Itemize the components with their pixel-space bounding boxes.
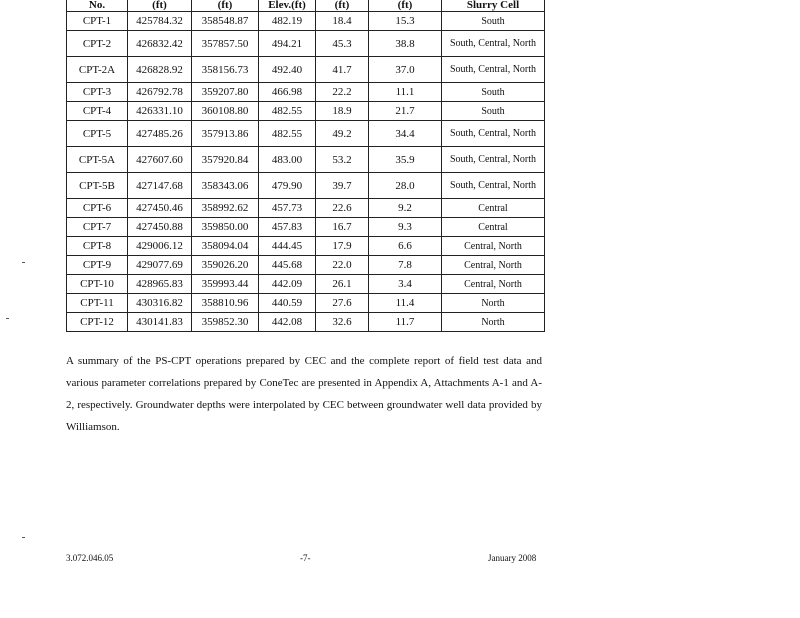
elevation-cell: 479.90 (259, 173, 316, 199)
header-groundwater: (ft) (369, 0, 442, 12)
slurry-cell-cell: South, Central, North (442, 57, 545, 83)
table-row (67, 83, 545, 102)
depth-cell: 18.9 (316, 102, 369, 121)
groundwater-cell: 7.8 (369, 256, 442, 275)
easting-cell: 358094.04 (192, 237, 259, 256)
groundwater-cell: 9.3 (369, 218, 442, 237)
northing-cell: 425784.32 (128, 12, 192, 31)
groundwater-cell: 11.4 (369, 294, 442, 313)
cpt-id-cell: CPT-3 (67, 83, 128, 102)
slurry-cell-cell: South (442, 83, 545, 102)
cpt-id-cell: CPT-1 (67, 12, 128, 31)
slurry-cell-cell: Central, North (442, 237, 545, 256)
table-row (67, 294, 545, 313)
cpt-id-cell: CPT-11 (67, 294, 128, 313)
depth-cell: 22.0 (316, 256, 369, 275)
table-row (67, 12, 545, 31)
elevation-cell: 457.83 (259, 218, 316, 237)
depth-cell: 26.1 (316, 275, 369, 294)
northing-cell: 429077.69 (128, 256, 192, 275)
easting-cell: 359993.44 (192, 275, 259, 294)
scan-speck (22, 262, 25, 263)
header-northing: (ft) (128, 0, 192, 12)
cpt-id-cell: CPT-2A (67, 57, 128, 83)
elevation-cell: 494.21 (259, 31, 316, 57)
northing-cell: 430141.83 (128, 313, 192, 332)
slurry-cell-cell: South, Central, North (442, 173, 545, 199)
cpt-id-cell: CPT-6 (67, 199, 128, 218)
slurry-cell-cell: Central (442, 218, 545, 237)
groundwater-cell: 11.1 (369, 83, 442, 102)
groundwater-cell: 35.9 (369, 147, 442, 173)
depth-cell: 41.7 (316, 57, 369, 83)
groundwater-cell: 21.7 (369, 102, 442, 121)
groundwater-cell: 38.8 (369, 31, 442, 57)
elevation-cell: 444.45 (259, 237, 316, 256)
table-row (67, 173, 545, 199)
cpt-id-cell: CPT-7 (67, 218, 128, 237)
easting-cell: 358992.62 (192, 199, 259, 218)
slurry-cell-cell: South, Central, North (442, 147, 545, 173)
depth-cell: 49.2 (316, 121, 369, 147)
northing-cell: 426832.42 (128, 31, 192, 57)
table-row (67, 199, 545, 218)
easting-cell: 357920.84 (192, 147, 259, 173)
cpt-id-cell: CPT-12 (67, 313, 128, 332)
elevation-cell: 482.55 (259, 102, 316, 121)
depth-cell: 17.9 (316, 237, 369, 256)
easting-cell: 359852.30 (192, 313, 259, 332)
header-slurry-cell: Slurry Cell (442, 0, 545, 12)
easting-cell: 359026.20 (192, 256, 259, 275)
elevation-cell: 492.40 (259, 57, 316, 83)
northing-cell: 427485.26 (128, 121, 192, 147)
easting-cell: 360108.80 (192, 102, 259, 121)
slurry-cell-cell: South, Central, North (442, 121, 545, 147)
slurry-cell-cell: North (442, 313, 545, 332)
table-row (67, 218, 545, 237)
depth-cell: 53.2 (316, 147, 369, 173)
cpt-id-cell: CPT-4 (67, 102, 128, 121)
cpt-id-cell: CPT-5A (67, 147, 128, 173)
groundwater-cell: 37.0 (369, 57, 442, 83)
slurry-cell-cell: Central, North (442, 275, 545, 294)
depth-cell: 22.6 (316, 199, 369, 218)
elevation-cell: 442.09 (259, 275, 316, 294)
depth-cell: 18.4 (316, 12, 369, 31)
table-row (67, 31, 545, 57)
easting-cell: 359850.00 (192, 218, 259, 237)
elevation-cell: 482.55 (259, 121, 316, 147)
groundwater-cell: 15.3 (369, 12, 442, 31)
elevation-cell: 457.73 (259, 199, 316, 218)
elevation-cell: 445.68 (259, 256, 316, 275)
table-row (67, 121, 545, 147)
table-row (67, 102, 545, 121)
slurry-cell-cell: South (442, 102, 545, 121)
northing-cell: 426331.10 (128, 102, 192, 121)
slurry-cell-cell: Central, North (442, 256, 545, 275)
scan-speck (6, 318, 9, 319)
northing-cell: 426792.78 (128, 83, 192, 102)
cpt-data-table (66, 0, 545, 332)
elevation-cell: 483.00 (259, 147, 316, 173)
elevation-cell: 440.59 (259, 294, 316, 313)
northing-cell: 426828.92 (128, 57, 192, 83)
easting-cell: 358343.06 (192, 173, 259, 199)
groundwater-cell: 28.0 (369, 173, 442, 199)
groundwater-cell: 9.2 (369, 199, 442, 218)
summary-paragraph: A summary of the PS-CPT operations prepared by CEC and the complete report of field test data and various parameter correlations prepared by ConeTec are presented in Appendix A, Attachments A-1 and A-2, respectively. Groundwater depths were interpolated by CEC between groundwater well data provided by Williamson. (66, 355, 542, 433)
depth-cell: 27.6 (316, 294, 369, 313)
footer-project-number: 3.072.046.05 (66, 553, 114, 563)
elevation-cell: 482.19 (259, 12, 316, 31)
groundwater-cell: 34.4 (369, 121, 442, 147)
depth-cell: 39.7 (316, 173, 369, 199)
depth-cell: 45.3 (316, 31, 369, 57)
northing-cell: 430316.82 (128, 294, 192, 313)
header-no: No. (67, 0, 128, 12)
table-row (67, 147, 545, 173)
footer-page-number: -7- (300, 553, 311, 563)
elevation-cell: 466.98 (259, 83, 316, 102)
cpt-id-cell: CPT-5B (67, 173, 128, 199)
easting-cell: 358810.96 (192, 294, 259, 313)
slurry-cell-cell: South, Central, North (442, 31, 545, 57)
depth-cell: 22.2 (316, 83, 369, 102)
northing-cell: 427450.88 (128, 218, 192, 237)
easting-cell: 359207.80 (192, 83, 259, 102)
header-easting: (ft) (192, 0, 259, 12)
cpt-id-cell: CPT-9 (67, 256, 128, 275)
table-row (67, 313, 545, 332)
easting-cell: 357857.50 (192, 31, 259, 57)
slurry-cell-cell: South (442, 12, 545, 31)
northing-cell: 427607.60 (128, 147, 192, 173)
northing-cell: 427147.68 (128, 173, 192, 199)
cpt-id-cell: CPT-8 (67, 237, 128, 256)
northing-cell: 427450.46 (128, 199, 192, 218)
groundwater-cell: 11.7 (369, 313, 442, 332)
groundwater-cell: 3.4 (369, 275, 442, 294)
easting-cell: 358156.73 (192, 57, 259, 83)
cpt-id-cell: CPT-2 (67, 31, 128, 57)
easting-cell: 357913.86 (192, 121, 259, 147)
depth-cell: 16.7 (316, 218, 369, 237)
groundwater-cell: 6.6 (369, 237, 442, 256)
header-elevation: Elev.(ft) (259, 0, 316, 12)
table-row (67, 256, 545, 275)
table-header-row (67, 0, 545, 12)
cpt-id-cell: CPT-10 (67, 275, 128, 294)
depth-cell: 32.6 (316, 313, 369, 332)
header-depth: (ft) (316, 0, 369, 12)
footer-date: January 2008 (488, 553, 537, 563)
table-row (67, 275, 545, 294)
elevation-cell: 442.08 (259, 313, 316, 332)
slurry-cell-cell: North (442, 294, 545, 313)
easting-cell: 358548.87 (192, 12, 259, 31)
table-row (67, 237, 545, 256)
northing-cell: 428965.83 (128, 275, 192, 294)
slurry-cell-cell: Central (442, 199, 545, 218)
scan-speck (22, 537, 25, 538)
northing-cell: 429006.12 (128, 237, 192, 256)
table-row (67, 57, 545, 83)
cpt-id-cell: CPT-5 (67, 121, 128, 147)
